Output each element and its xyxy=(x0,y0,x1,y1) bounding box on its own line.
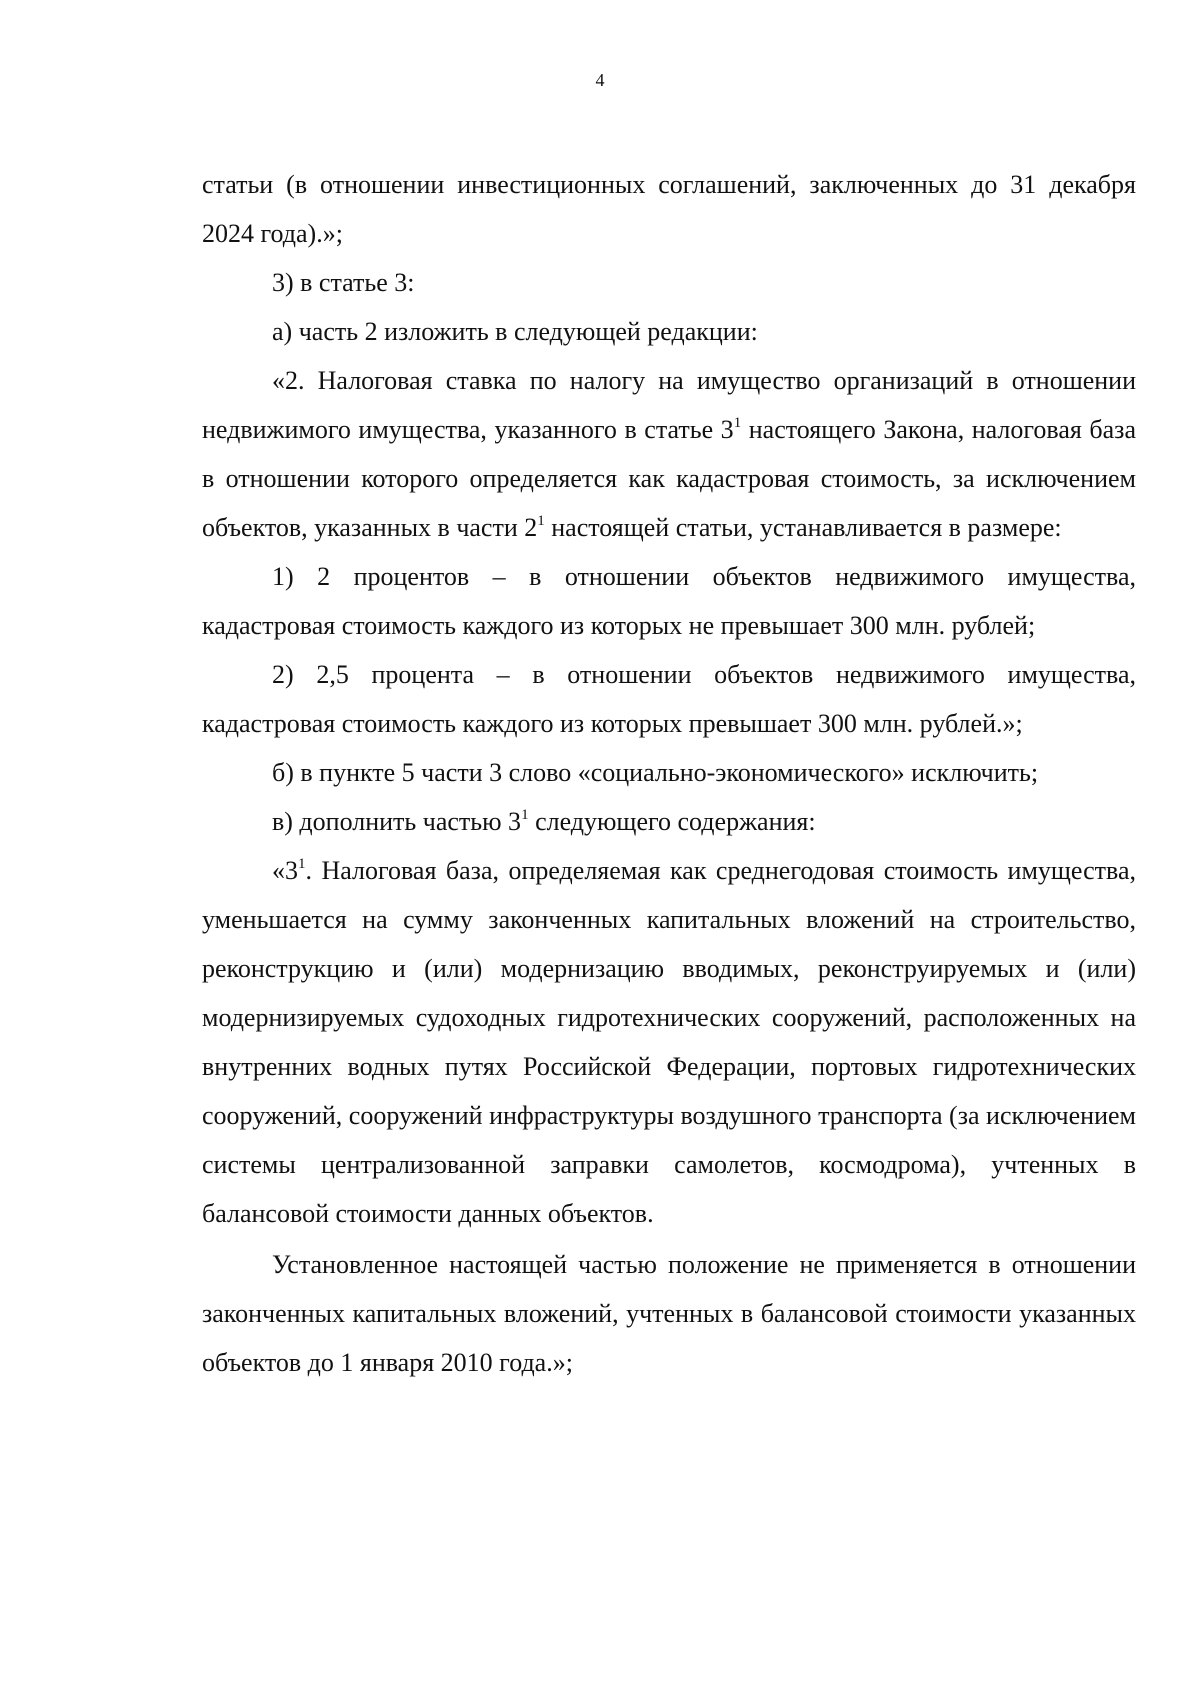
paragraph-text: «3 xyxy=(272,856,298,885)
document-body xyxy=(202,160,1136,1387)
paragraph-subitem-v xyxy=(202,797,1136,846)
paragraph-part-2-text xyxy=(202,356,1136,552)
superscript: 1 xyxy=(733,415,742,431)
paragraph-text: 2) 2,5 процента – в отношении объектов недвижимого имущества, кадастровая стоимость каждого из которых превышает 300 млн. рублей.»; xyxy=(202,660,1136,738)
paragraph-text: 3) в статье 3: xyxy=(272,268,415,297)
paragraph-text: б) в пункте 5 части 3 слово «социально-экономического» исключить; xyxy=(272,758,1039,787)
page-number: 4 xyxy=(595,70,605,90)
superscript: 1 xyxy=(298,856,306,872)
paragraph-subitem-b xyxy=(202,748,1136,797)
paragraph-part-3-1-text xyxy=(202,846,1136,1238)
paragraph-text: в) дополнить частью 3 xyxy=(272,807,522,836)
paragraph-item-3 xyxy=(202,258,1136,307)
paragraph-text: следующего содержания: xyxy=(528,807,816,836)
paragraph-text: 1) 2 процентов – в отношении объектов недвижимого имущества, кадастровая стоимость каждого из которых не превышает 300 млн. рублей; xyxy=(202,562,1136,640)
paragraph-text: статьи (в отношении инвестиционных соглашений, заключенных до 31 декабря 2024 года).»; xyxy=(202,170,1136,248)
superscript: 1 xyxy=(537,513,545,529)
paragraph-text: а) часть 2 изложить в следующей редакции: xyxy=(272,317,758,346)
paragraph-text: «2. Налоговая ставка по налогу на имущество организаций в отношении недвижимого имущества, указанного в статье 3 xyxy=(202,366,1136,444)
paragraph-text: настоящего Закона, налоговая база в отношении которого определяется как кадастровая стоимость, за исключением объектов, указанных в части 2 xyxy=(202,415,1136,542)
paragraph-text: Установленное настоящей частью положение не применяется в отношении законченных капитальных вложений, учтенных в балансовой стоимости указанных объектов до 1 января 2010 года.»; xyxy=(202,1250,1136,1377)
superscript: 1 xyxy=(521,807,529,823)
paragraph-exception xyxy=(202,1240,1136,1387)
paragraph-text: настоящей статьи, устанавливается в размере: xyxy=(544,513,1062,542)
paragraph-subitem-a xyxy=(202,307,1136,356)
paragraph-rate-2 xyxy=(202,650,1136,748)
paragraph-rate-1 xyxy=(202,552,1136,650)
paragraph-article-ending xyxy=(202,160,1136,258)
paragraph-text: . Налоговая база, определяемая как среднегодовая стоимость имущества, уменьшается на сумму законченных капитальных вложений на строительство, реконструкцию и (или) модернизацию вводимых, реконструируемых и (или) модернизируемых судоходных гидротехнических сооружений, расположенных на внутренних водных путях Российской Федерации, портовых гидротехнических сооружений, сооружений инфраструктуры воздушного транспорта (за исключением системы централизованной заправки самолетов, космодрома), учтенных в балансовой стоимости данных объектов. xyxy=(202,856,1136,1228)
